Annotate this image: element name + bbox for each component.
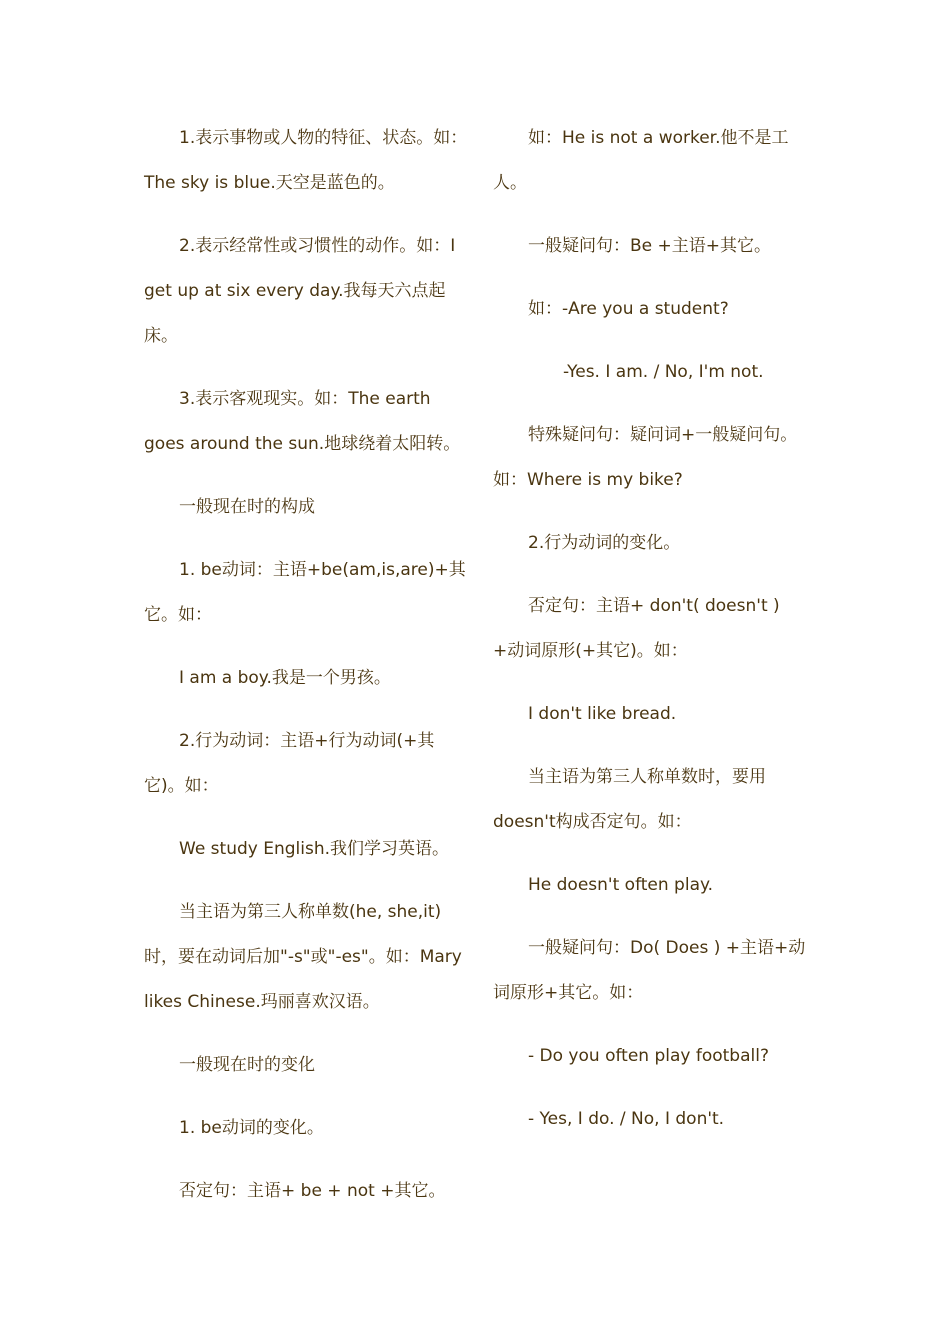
paragraph: 3.表示客观现实。如：The earth goes around the sun.地球绕着太阳转。 — [144, 389, 461, 454]
paragraph: 如：He is not a worker.他不是工人。 — [493, 128, 789, 193]
example-sentence: We study English.我们学习英语。 — [179, 839, 450, 859]
example-sentence: 如：-Are you a student? — [528, 299, 729, 319]
paragraph: 当主语为第三人称单数(he, she,it)时，要在动词后加"-s"或"-es"。如：Mary likes Chinese.玛丽喜欢汉语。 — [144, 902, 462, 1012]
paragraph: 当主语为第三人称单数时，要用doesn't构成否定句。如： — [493, 767, 766, 832]
example-sentence: -Yes. I am. / No, I'm not. — [563, 362, 764, 382]
paragraph: 1.表示事物或人物的特征、状态。如：The sky is blue.天空是蓝色的。 — [144, 128, 468, 193]
example-sentence: - Yes, I do. / No, I don't. — [528, 1109, 725, 1129]
paragraph: 2.表示经常性或习惯性的动作。如：I get up at six every day.我每天六点起床。 — [144, 236, 456, 346]
paragraph: 1. be动词的变化。 — [179, 1118, 324, 1138]
example-sentence: I don't like bread. — [528, 704, 677, 724]
section-heading: 2.行为动词的变化。 — [528, 533, 681, 553]
paragraph: 一般疑问句：Do( Does ) +主语+动词原形+其它。如： — [493, 938, 806, 1003]
example-sentence: - Do you often play football? — [528, 1046, 769, 1066]
example-sentence: I am a boy.我是一个男孩。 — [179, 668, 391, 688]
section-heading: 一般现在时的变化 — [179, 1055, 315, 1075]
left-column — [144, 116, 470, 1232]
paragraph: 2.行为动词：主语+行为动词(+其它)。如： — [144, 731, 435, 796]
paragraph: 否定句：主语+ be + not +其它。 — [179, 1181, 446, 1201]
section-heading: 一般现在时的构成 — [179, 497, 315, 517]
paragraph: 1. be动词：主语+be(am,is,are)+其它。如： — [144, 560, 466, 625]
paragraph: 一般疑问句：Be +主语+其它。 — [528, 236, 772, 256]
example-sentence: He doesn't often play. — [528, 875, 714, 895]
paragraph: 特殊疑问句：疑问词+一般疑问句。如：Where is my bike? — [493, 425, 798, 490]
right-column — [493, 116, 813, 1160]
paragraph: 否定句：主语+ don't( doesn't ) +动词原形(+其它)。如： — [493, 596, 780, 661]
